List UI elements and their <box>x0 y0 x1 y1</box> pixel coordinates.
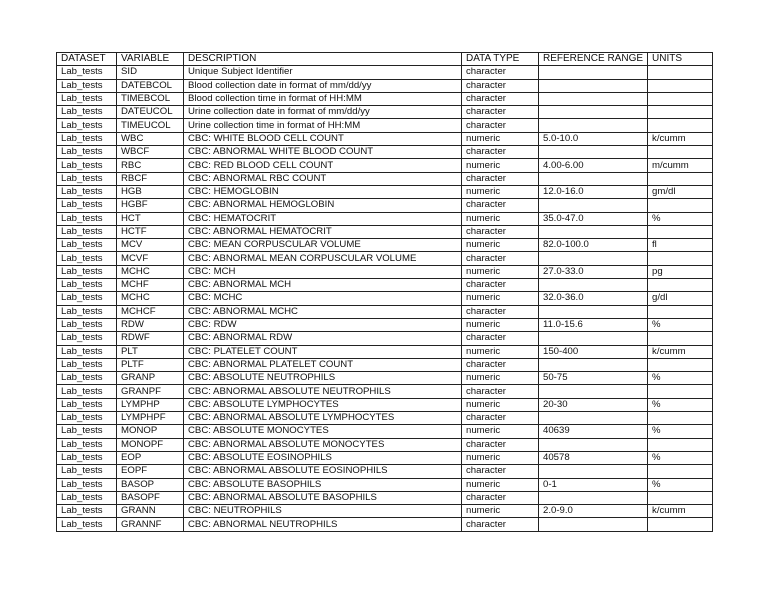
cell-dataset: Lab_tests <box>57 465 117 478</box>
table-row <box>57 199 713 212</box>
cell-data-type: character <box>462 465 539 478</box>
cell-data-type: character <box>462 252 539 265</box>
table-row <box>57 159 713 172</box>
cell-reference-range: 0-1 <box>539 478 648 491</box>
table-row <box>57 92 713 105</box>
document-page <box>56 52 713 532</box>
header-reference-range: REFERENCE RANGE <box>539 53 648 66</box>
table-row <box>57 518 713 531</box>
table-row <box>57 451 713 464</box>
cell-dataset: Lab_tests <box>57 79 117 92</box>
header-dataset: DATASET <box>57 53 117 66</box>
cell-description: CBC: NEUTROPHILS <box>184 505 462 518</box>
cell-units <box>648 491 713 504</box>
cell-variable: HCTF <box>117 225 184 238</box>
cell-units: k/cumm <box>648 132 713 145</box>
cell-variable: MCV <box>117 239 184 252</box>
cell-reference-range: 11.0-15.6 <box>539 318 648 331</box>
cell-description: CBC: ABNORMAL ABSOLUTE MONOCYTES <box>184 438 462 451</box>
cell-description: CBC: ABNORMAL HEMOGLOBIN <box>184 199 462 212</box>
table-row <box>57 412 713 425</box>
cell-data-type: numeric <box>462 159 539 172</box>
table-row <box>57 465 713 478</box>
cell-units: % <box>648 212 713 225</box>
cell-variable: MONOP <box>117 425 184 438</box>
table-body <box>57 66 713 531</box>
cell-description: CBC: ABNORMAL MEAN CORPUSCULAR VOLUME <box>184 252 462 265</box>
cell-dataset: Lab_tests <box>57 172 117 185</box>
table-row <box>57 212 713 225</box>
cell-reference-range: 150-400 <box>539 345 648 358</box>
cell-variable: BASOPF <box>117 491 184 504</box>
cell-units: % <box>648 318 713 331</box>
table-row <box>57 252 713 265</box>
cell-dataset: Lab_tests <box>57 106 117 119</box>
cell-variable: MONOPF <box>117 438 184 451</box>
cell-data-type: numeric <box>462 318 539 331</box>
cell-data-type: character <box>462 305 539 318</box>
cell-units <box>648 225 713 238</box>
table-row <box>57 66 713 79</box>
cell-reference-range <box>539 465 648 478</box>
cell-reference-range <box>539 79 648 92</box>
cell-dataset: Lab_tests <box>57 372 117 385</box>
cell-reference-range <box>539 358 648 371</box>
cell-dataset: Lab_tests <box>57 345 117 358</box>
cell-data-type: character <box>462 146 539 159</box>
cell-description: CBC: RDW <box>184 318 462 331</box>
cell-dataset: Lab_tests <box>57 438 117 451</box>
cell-dataset: Lab_tests <box>57 451 117 464</box>
cell-description: CBC: RED BLOOD CELL COUNT <box>184 159 462 172</box>
cell-dataset: Lab_tests <box>57 305 117 318</box>
cell-dataset: Lab_tests <box>57 385 117 398</box>
cell-dataset: Lab_tests <box>57 292 117 305</box>
table-row <box>57 505 713 518</box>
cell-units <box>648 79 713 92</box>
cell-data-type: numeric <box>462 478 539 491</box>
cell-variable: SID <box>117 66 184 79</box>
cell-variable: MCHCF <box>117 305 184 318</box>
table-row <box>57 239 713 252</box>
cell-variable: GRANPF <box>117 385 184 398</box>
cell-reference-range <box>539 106 648 119</box>
cell-variable: LYMPHP <box>117 398 184 411</box>
cell-units: % <box>648 478 713 491</box>
cell-variable: MCHC <box>117 292 184 305</box>
cell-description: CBC: ABSOLUTE LYMPHOCYTES <box>184 398 462 411</box>
cell-data-type: numeric <box>462 185 539 198</box>
table-row <box>57 305 713 318</box>
cell-description: CBC: ABNORMAL ABSOLUTE BASOPHILS <box>184 491 462 504</box>
cell-data-type: character <box>462 172 539 185</box>
cell-dataset: Lab_tests <box>57 398 117 411</box>
cell-reference-range <box>539 518 648 531</box>
cell-description: CBC: HEMATOCRIT <box>184 212 462 225</box>
cell-data-type: numeric <box>462 292 539 305</box>
cell-reference-range <box>539 92 648 105</box>
cell-variable: WBCF <box>117 146 184 159</box>
cell-units: % <box>648 451 713 464</box>
cell-dataset: Lab_tests <box>57 518 117 531</box>
cell-reference-range: 35.0-47.0 <box>539 212 648 225</box>
cell-dataset: Lab_tests <box>57 265 117 278</box>
cell-variable: DATEBCOL <box>117 79 184 92</box>
cell-variable: LYMPHPF <box>117 412 184 425</box>
cell-data-type: numeric <box>462 398 539 411</box>
cell-reference-range: 2.0-9.0 <box>539 505 648 518</box>
cell-units <box>648 438 713 451</box>
cell-variable: RDW <box>117 318 184 331</box>
cell-data-type: character <box>462 385 539 398</box>
cell-description: CBC: PLATELET COUNT <box>184 345 462 358</box>
table-row <box>57 185 713 198</box>
cell-data-type: numeric <box>462 372 539 385</box>
cell-units: fl <box>648 239 713 252</box>
cell-data-type: character <box>462 225 539 238</box>
table-row <box>57 491 713 504</box>
table-row <box>57 425 713 438</box>
cell-description: CBC: ABNORMAL PLATELET COUNT <box>184 358 462 371</box>
cell-dataset: Lab_tests <box>57 332 117 345</box>
cell-units <box>648 279 713 292</box>
cell-units: % <box>648 398 713 411</box>
cell-reference-range <box>539 332 648 345</box>
cell-reference-range: 27.0-33.0 <box>539 265 648 278</box>
cell-description: CBC: ABSOLUTE NEUTROPHILS <box>184 372 462 385</box>
cell-units <box>648 465 713 478</box>
cell-units <box>648 518 713 531</box>
cell-reference-range <box>539 199 648 212</box>
cell-reference-range <box>539 279 648 292</box>
table-row <box>57 292 713 305</box>
cell-reference-range: 12.0-16.0 <box>539 185 648 198</box>
table-row <box>57 332 713 345</box>
cell-units: gm/dl <box>648 185 713 198</box>
cell-description: CBC: ABSOLUTE EOSINOPHILS <box>184 451 462 464</box>
header-variable: VARIABLE <box>117 53 184 66</box>
cell-reference-range <box>539 172 648 185</box>
cell-units <box>648 106 713 119</box>
table-row <box>57 132 713 145</box>
cell-dataset: Lab_tests <box>57 239 117 252</box>
cell-units: k/cumm <box>648 345 713 358</box>
table-row <box>57 79 713 92</box>
cell-description: Blood collection time in format of HH:MM <box>184 92 462 105</box>
cell-data-type: character <box>462 332 539 345</box>
cell-units <box>648 412 713 425</box>
cell-dataset: Lab_tests <box>57 132 117 145</box>
table-row <box>57 478 713 491</box>
cell-description: Urine collection time in format of HH:MM <box>184 119 462 132</box>
cell-data-type: character <box>462 119 539 132</box>
cell-data-type: character <box>462 491 539 504</box>
cell-description: CBC: ABNORMAL RBC COUNT <box>184 172 462 185</box>
cell-variable: HCT <box>117 212 184 225</box>
cell-dataset: Lab_tests <box>57 212 117 225</box>
cell-variable: RBCF <box>117 172 184 185</box>
cell-description: CBC: ABSOLUTE MONOCYTES <box>184 425 462 438</box>
table-row <box>57 119 713 132</box>
cell-reference-range <box>539 438 648 451</box>
cell-reference-range: 40578 <box>539 451 648 464</box>
cell-variable: GRANP <box>117 372 184 385</box>
cell-variable: DATEUCOL <box>117 106 184 119</box>
cell-description: CBC: ABNORMAL MCH <box>184 279 462 292</box>
cell-reference-range <box>539 385 648 398</box>
cell-variable: HGBF <box>117 199 184 212</box>
cell-units: % <box>648 372 713 385</box>
cell-reference-range: 82.0-100.0 <box>539 239 648 252</box>
cell-units: % <box>648 425 713 438</box>
cell-description: CBC: ABSOLUTE BASOPHILS <box>184 478 462 491</box>
cell-dataset: Lab_tests <box>57 199 117 212</box>
header-units: UNITS <box>648 53 713 66</box>
cell-dataset: Lab_tests <box>57 358 117 371</box>
cell-variable: GRANN <box>117 505 184 518</box>
cell-description: CBC: ABNORMAL HEMATOCRIT <box>184 225 462 238</box>
cell-variable: HGB <box>117 185 184 198</box>
cell-variable: MCHC <box>117 265 184 278</box>
cell-description: Urine collection date in format of mm/dd/yy <box>184 106 462 119</box>
cell-variable: TIMEUCOL <box>117 119 184 132</box>
header-data-type: DATA TYPE <box>462 53 539 66</box>
table-row <box>57 358 713 371</box>
cell-data-type: character <box>462 92 539 105</box>
cell-variable: RDWF <box>117 332 184 345</box>
cell-description: CBC: ABNORMAL ABSOLUTE NEUTROPHILS <box>184 385 462 398</box>
table-row <box>57 438 713 451</box>
cell-dataset: Lab_tests <box>57 425 117 438</box>
cell-variable: MCHF <box>117 279 184 292</box>
cell-data-type: numeric <box>462 212 539 225</box>
table-row <box>57 146 713 159</box>
cell-dataset: Lab_tests <box>57 146 117 159</box>
cell-units <box>648 332 713 345</box>
cell-dataset: Lab_tests <box>57 159 117 172</box>
cell-data-type: numeric <box>462 132 539 145</box>
cell-dataset: Lab_tests <box>57 505 117 518</box>
header-row <box>57 53 713 66</box>
cell-data-type: numeric <box>462 239 539 252</box>
cell-variable: BASOP <box>117 478 184 491</box>
cell-description: CBC: ABNORMAL ABSOLUTE EOSINOPHILS <box>184 465 462 478</box>
cell-units <box>648 119 713 132</box>
cell-units <box>648 66 713 79</box>
cell-reference-range: 40639 <box>539 425 648 438</box>
cell-dataset: Lab_tests <box>57 412 117 425</box>
lab-tests-table <box>56 52 713 532</box>
table-row <box>57 172 713 185</box>
cell-variable: GRANNF <box>117 518 184 531</box>
cell-variable: EOPF <box>117 465 184 478</box>
cell-description: CBC: MCH <box>184 265 462 278</box>
cell-data-type: character <box>462 518 539 531</box>
cell-description: CBC: MCHC <box>184 292 462 305</box>
cell-variable: MCVF <box>117 252 184 265</box>
cell-reference-range <box>539 119 648 132</box>
cell-variable: RBC <box>117 159 184 172</box>
cell-description: CBC: MEAN CORPUSCULAR VOLUME <box>184 239 462 252</box>
table-row <box>57 279 713 292</box>
cell-description: CBC: ABNORMAL RDW <box>184 332 462 345</box>
table-row <box>57 372 713 385</box>
table-row <box>57 318 713 331</box>
cell-units <box>648 305 713 318</box>
cell-variable: WBC <box>117 132 184 145</box>
cell-units <box>648 385 713 398</box>
cell-units <box>648 146 713 159</box>
cell-description: CBC: HEMOGLOBIN <box>184 185 462 198</box>
cell-dataset: Lab_tests <box>57 491 117 504</box>
cell-description: CBC: ABNORMAL ABSOLUTE LYMPHOCYTES <box>184 412 462 425</box>
cell-data-type: character <box>462 438 539 451</box>
cell-data-type: numeric <box>462 265 539 278</box>
cell-dataset: Lab_tests <box>57 279 117 292</box>
cell-dataset: Lab_tests <box>57 119 117 132</box>
cell-reference-range: 4.00-6.00 <box>539 159 648 172</box>
cell-dataset: Lab_tests <box>57 185 117 198</box>
cell-data-type: numeric <box>462 451 539 464</box>
table-row <box>57 225 713 238</box>
table-row <box>57 345 713 358</box>
cell-units <box>648 358 713 371</box>
cell-reference-range <box>539 491 648 504</box>
cell-reference-range: 5.0-10.0 <box>539 132 648 145</box>
cell-reference-range: 20-30 <box>539 398 648 411</box>
cell-units: g/dl <box>648 292 713 305</box>
cell-units <box>648 199 713 212</box>
cell-variable: PLT <box>117 345 184 358</box>
cell-description: Blood collection date in format of mm/dd/yy <box>184 79 462 92</box>
cell-dataset: Lab_tests <box>57 225 117 238</box>
cell-reference-range <box>539 146 648 159</box>
cell-data-type: character <box>462 199 539 212</box>
cell-description: CBC: ABNORMAL MCHC <box>184 305 462 318</box>
cell-description: CBC: WHITE BLOOD CELL COUNT <box>184 132 462 145</box>
cell-units: k/cumm <box>648 505 713 518</box>
cell-reference-range: 32.0-36.0 <box>539 292 648 305</box>
cell-units <box>648 252 713 265</box>
cell-reference-range: 50-75 <box>539 372 648 385</box>
cell-dataset: Lab_tests <box>57 66 117 79</box>
cell-units <box>648 172 713 185</box>
cell-reference-range <box>539 225 648 238</box>
cell-data-type: character <box>462 66 539 79</box>
cell-reference-range <box>539 66 648 79</box>
cell-reference-range <box>539 305 648 318</box>
cell-data-type: numeric <box>462 345 539 358</box>
cell-variable: EOP <box>117 451 184 464</box>
cell-units <box>648 92 713 105</box>
cell-reference-range <box>539 412 648 425</box>
cell-data-type: character <box>462 79 539 92</box>
cell-reference-range <box>539 252 648 265</box>
cell-dataset: Lab_tests <box>57 92 117 105</box>
cell-description: CBC: ABNORMAL NEUTROPHILS <box>184 518 462 531</box>
cell-data-type: character <box>462 412 539 425</box>
cell-description: Unique Subject Identifier <box>184 66 462 79</box>
table-row <box>57 106 713 119</box>
header-description: DESCRIPTION <box>184 53 462 66</box>
cell-variable: TIMEBCOL <box>117 92 184 105</box>
cell-dataset: Lab_tests <box>57 318 117 331</box>
cell-data-type: character <box>462 106 539 119</box>
cell-variable: PLTF <box>117 358 184 371</box>
cell-dataset: Lab_tests <box>57 252 117 265</box>
cell-units: pg <box>648 265 713 278</box>
cell-data-type: character <box>462 279 539 292</box>
table-row <box>57 385 713 398</box>
table-row <box>57 265 713 278</box>
cell-data-type: numeric <box>462 505 539 518</box>
table-row <box>57 398 713 411</box>
cell-units: m/cumm <box>648 159 713 172</box>
cell-dataset: Lab_tests <box>57 478 117 491</box>
cell-description: CBC: ABNORMAL WHITE BLOOD COUNT <box>184 146 462 159</box>
cell-data-type: character <box>462 358 539 371</box>
cell-data-type: numeric <box>462 425 539 438</box>
